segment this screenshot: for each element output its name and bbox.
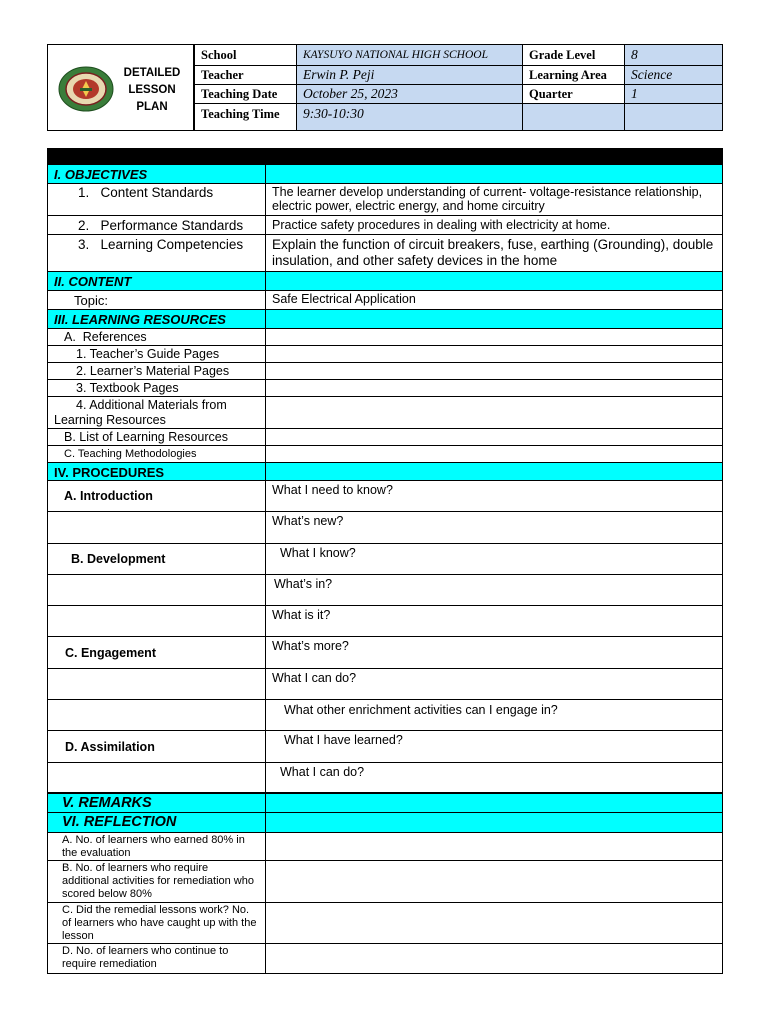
empty-cell — [523, 104, 624, 130]
question-whats-new: What’s new? — [272, 514, 344, 528]
performance-standards-text: Practice safety procedures in dealing with electricity at home. — [272, 218, 611, 232]
content-standards-text: The learner develop understanding of current- voltage-resistance relationship, electric power, electric energy, and home circuitry — [272, 185, 703, 213]
topic-value: Safe Electrical Application — [272, 292, 416, 306]
remarks-heading: V. REMARKS — [48, 794, 266, 812]
logo-area — [48, 45, 194, 130]
quarter-label: Quarter — [529, 87, 573, 101]
document-title — [116, 65, 188, 116]
learners-material-label: 2. Learner’s Material Pages — [48, 363, 266, 379]
table-top-bar — [47, 148, 723, 165]
development-label: B. Development — [48, 544, 266, 574]
reflection-row-a — [48, 833, 722, 861]
title-line-2: LESSON — [128, 84, 176, 96]
question-learned: What I have learned? — [284, 733, 403, 747]
objectives-heading: I. OBJECTIVES — [48, 165, 266, 183]
references-label: A. References — [48, 329, 266, 345]
learning-competencies-row — [48, 235, 722, 272]
question-what-i-can-do-2: What I can do? — [280, 765, 365, 779]
reflection-heading: VI. REFLECTION — [48, 813, 266, 832]
learning-competencies-label: 3. Learning Competencies — [48, 235, 266, 271]
school-seal-logo — [58, 66, 114, 112]
learners-material-row — [48, 363, 722, 380]
assimilation-row — [48, 731, 722, 763]
teacher-label: Teacher — [201, 68, 244, 82]
textbook-row — [48, 380, 722, 397]
objectives-section-row — [48, 165, 722, 184]
teaching-date-value: October 25, 2023 — [297, 85, 522, 103]
additional-materials-line-1: 4. Additional Materials from — [76, 398, 227, 412]
teachers-guide-label: 1. Teacher’s Guide Pages — [48, 346, 266, 362]
procedure-row — [48, 512, 722, 544]
reflection-b-label: B. No. of learners who require additional activities for remediation who scored below 80% — [48, 861, 266, 902]
quarter-value: 1 — [625, 85, 722, 103]
textbook-label: 3. Textbook Pages — [48, 380, 266, 396]
list-of-resources-label: B. List of Learning Resources — [48, 429, 266, 445]
reflection-row-c — [48, 903, 722, 944]
question-what-is-it: What is it? — [272, 608, 331, 622]
topic-row — [48, 291, 722, 310]
engagement-row — [48, 637, 722, 669]
question-what-i-can-do: What I can do? — [272, 671, 357, 685]
resources-section-row — [48, 310, 722, 329]
content-section-row — [48, 272, 722, 291]
question-whats-more: What’s more? — [272, 639, 349, 653]
performance-standards-row — [48, 216, 722, 235]
learning-area-value: Science — [625, 66, 722, 84]
empty-cell — [625, 104, 722, 130]
remarks-section-row — [48, 793, 722, 813]
performance-standards-label: 2. Performance Standards — [48, 216, 266, 234]
procedure-row — [48, 575, 722, 606]
assimilation-label: D. Assimilation — [48, 731, 266, 762]
additional-materials-line-2: Learning Resources — [54, 413, 166, 427]
learning-area-label: Learning Area — [529, 68, 607, 82]
engagement-label: C. Engagement — [48, 637, 266, 668]
question-what-i-know: What I know? — [280, 546, 356, 560]
topic-label: Topic: — [48, 291, 266, 309]
reflection-row-d — [48, 944, 722, 973]
reflection-a-label: A. No. of learners who earned 80% in the evaluation — [48, 833, 266, 860]
list-of-resources-row — [48, 429, 722, 446]
school-label: School — [201, 48, 237, 62]
procedure-row — [48, 700, 722, 731]
procedure-row — [48, 606, 722, 637]
additional-materials-label — [48, 397, 266, 428]
procedures-heading: IV. PROCEDURES — [48, 463, 266, 480]
question-need-to-know: What I need to know? — [272, 483, 393, 497]
teaching-time-value: 9:30-10:30 — [297, 104, 522, 130]
content-standards-row — [48, 184, 722, 216]
introduction-row — [48, 481, 722, 512]
title-line-1: DETAILED — [123, 67, 181, 79]
teachers-guide-row — [48, 346, 722, 363]
additional-materials-row — [48, 397, 722, 429]
references-row — [48, 329, 722, 346]
procedures-section-row — [48, 463, 722, 481]
learning-competencies-text: Explain the function of circuit breakers, fuse, earthing (Grounding), double insulation, and other safety devices in the home — [272, 237, 714, 268]
content-heading: II. CONTENT — [48, 272, 266, 290]
teaching-date-label: Teaching Date — [201, 87, 278, 101]
introduction-label: A. Introduction — [48, 481, 266, 511]
resources-heading: III. LEARNING RESOURCES — [48, 310, 266, 328]
grade-level-value: 8 — [625, 45, 722, 65]
question-enrichment: What other enrichment activities can I engage in? — [284, 703, 558, 717]
title-line-3: PLAN — [136, 101, 168, 113]
procedure-row — [48, 763, 722, 793]
teaching-time-label: Teaching Time — [201, 107, 280, 121]
reflection-c-label: C. Did the remedial lessons work? No. of learners who have caught up with the lesson — [48, 903, 266, 943]
procedure-row — [48, 669, 722, 700]
content-standards-label: 1. Content Standards — [48, 184, 266, 215]
question-whats-in: What’s in? — [274, 577, 333, 591]
school-value: KAYSUYO NATIONAL HIGH SCHOOL — [297, 45, 522, 65]
teaching-methodologies-row — [48, 446, 722, 463]
teacher-value: Erwin P. Peji — [297, 66, 522, 84]
lesson-plan-table — [47, 165, 723, 974]
reflection-row-b — [48, 861, 722, 903]
grade-level-label: Grade Level — [529, 48, 596, 62]
reflection-d-label: D. No. of learners who continue to require remediation — [48, 944, 266, 973]
teaching-methodologies-label: C. Teaching Methodologies — [48, 446, 266, 462]
lesson-plan-header — [47, 44, 723, 131]
development-row — [48, 544, 722, 575]
reflection-section-row — [48, 813, 722, 833]
